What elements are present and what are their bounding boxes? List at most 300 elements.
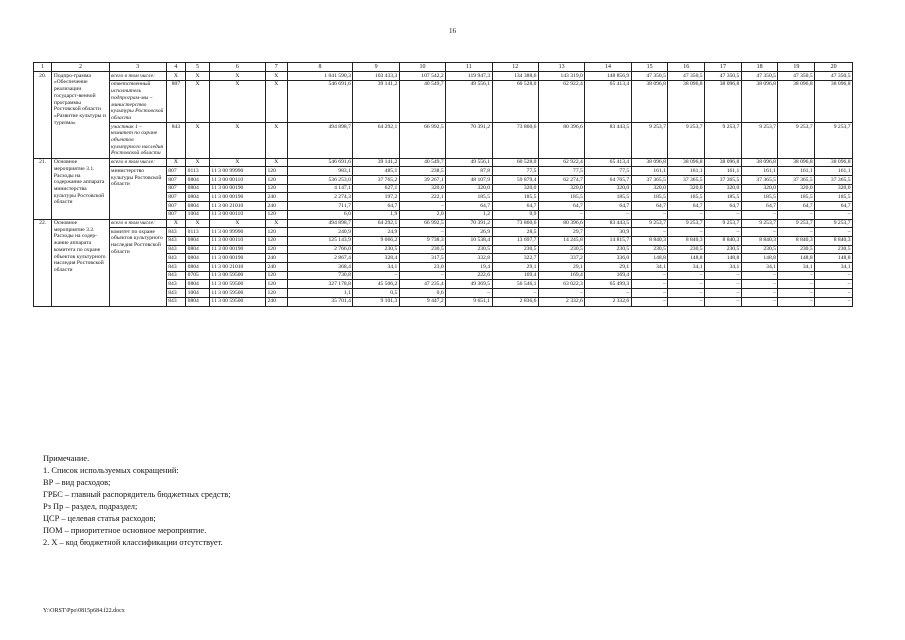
- amount-cell: 230,5: [741, 245, 778, 254]
- amount-cell: –: [778, 289, 815, 298]
- column-number: 12: [492, 63, 538, 72]
- amount-cell: 0,5: [353, 289, 399, 298]
- amount-cell: 368,4: [287, 263, 353, 272]
- grbs-cell: 843: [166, 263, 185, 272]
- csr-cell: 11 3 00 59500: [209, 271, 265, 280]
- csr-cell: 11 3 00 00110: [209, 176, 265, 185]
- amount-cell: –: [705, 271, 742, 280]
- amount-cell: 2 332,6: [585, 297, 631, 306]
- amount-cell: 9 253,7: [668, 219, 705, 228]
- amount-cell: –: [778, 280, 815, 289]
- row-number: 21.: [34, 158, 52, 219]
- amount-cell: 240,9: [287, 228, 353, 237]
- note-line: ЦСР – целевая статья расходов;: [43, 514, 156, 523]
- amount-cell: 64,7: [446, 202, 492, 211]
- amount-cell: 38 096,8: [741, 80, 778, 122]
- amount-cell: 185,5: [492, 193, 538, 202]
- amount-cell: 148 856,9: [585, 72, 631, 81]
- grbs-cell: 843: [166, 254, 185, 263]
- amount-cell: 320,0: [741, 184, 778, 193]
- amount-cell: 185,5: [741, 193, 778, 202]
- amount-cell: 161,1: [631, 167, 668, 176]
- amount-cell: –: [399, 228, 445, 237]
- grbs-cell: 843: [166, 271, 185, 280]
- amount-cell: 0,9: [492, 210, 538, 219]
- amount-cell: 60 528,0: [492, 158, 538, 167]
- amount-cell: 64,7: [815, 202, 853, 211]
- grbs-cell: 807: [166, 210, 185, 219]
- amount-cell: 148,8: [631, 254, 668, 263]
- column-number: 11: [446, 63, 492, 72]
- amount-cell: –: [815, 297, 853, 306]
- amount-cell: 320,0: [778, 184, 815, 193]
- grbs-cell: 807: [166, 184, 185, 193]
- note-line: ПОМ – приоритетное основное мероприятие.: [43, 526, 207, 535]
- vr-cell: 240: [265, 254, 287, 263]
- amount-cell: 320,0: [631, 184, 668, 193]
- amount-cell: 39 141,2: [353, 80, 399, 122]
- column-number: 8: [287, 63, 353, 72]
- column-number: 17: [705, 63, 742, 72]
- amount-cell: 19,4: [446, 263, 492, 272]
- amount-cell: 34,1: [668, 263, 705, 272]
- amount-cell: –: [585, 289, 631, 298]
- amount-cell: 222,1: [399, 193, 445, 202]
- amount-cell: 546 691,6: [287, 80, 353, 122]
- executor-cell: всего в том числе:: [109, 158, 166, 167]
- amount-cell: –: [815, 271, 853, 280]
- amount-cell: 64,7: [741, 202, 778, 211]
- column-number: 1: [34, 63, 52, 72]
- executor-cell: министерство культуры Ростовской области: [109, 167, 166, 219]
- amount-cell: 169,4: [538, 271, 584, 280]
- amount-cell: 14 815,7: [585, 236, 631, 245]
- amount-cell: 320,0: [538, 184, 584, 193]
- amount-cell: 63 022,3: [538, 280, 584, 289]
- amount-cell: 29,7: [538, 228, 584, 237]
- amount-cell: 62 922,4: [538, 158, 584, 167]
- rzpr-cell: 0804: [186, 184, 210, 193]
- amount-cell: 49 369,5: [446, 280, 492, 289]
- amount-cell: 38 096,8: [668, 158, 705, 167]
- amount-cell: 238,5: [399, 167, 445, 176]
- csr-cell: 11 3 00 00190: [209, 245, 265, 254]
- amount-cell: 65 499,3: [585, 280, 631, 289]
- grbs-cell: 843: [166, 123, 185, 159]
- note-line: ВР – вид расходов;: [43, 478, 111, 487]
- amount-cell: 49 556,1: [446, 158, 492, 167]
- amount-cell: 485,1: [353, 167, 399, 176]
- amount-cell: 9 253,7: [815, 123, 853, 159]
- amount-cell: –: [815, 210, 853, 219]
- amount-cell: 320,0: [399, 184, 445, 193]
- amount-cell: 185,5: [705, 193, 742, 202]
- amount-cell: 47 350,5: [741, 72, 778, 81]
- amount-cell: 546 691,6: [287, 158, 353, 167]
- amount-cell: 77,5: [585, 167, 631, 176]
- amount-cell: 2,0: [399, 210, 445, 219]
- amount-cell: –: [705, 228, 742, 237]
- amount-cell: 8 840,3: [705, 236, 742, 245]
- vr-cell: X: [265, 72, 287, 81]
- table-row: [34, 123, 853, 159]
- amount-cell: 9 738,3: [399, 236, 445, 245]
- csr-cell: 11 3 00 00190: [209, 254, 265, 263]
- amount-cell: 80 396,6: [538, 123, 584, 159]
- amount-cell: 230,5: [585, 245, 631, 254]
- amount-cell: 29,1: [492, 263, 538, 272]
- csr-cell: X: [209, 158, 265, 167]
- amount-cell: 37 765,2: [353, 176, 399, 185]
- amount-cell: 37 365,5: [815, 176, 853, 185]
- amount-cell: 8 840,3: [778, 236, 815, 245]
- amount-cell: –: [668, 210, 705, 219]
- amount-cell: 66 992,5: [399, 123, 445, 159]
- amount-cell: –: [815, 289, 853, 298]
- amount-cell: 38 096,8: [778, 80, 815, 122]
- executor-cell: ответственный исполнитель подпрограм-мы – министерство культуры Ростовской области: [109, 80, 166, 122]
- executor-cell: всего в том числе:: [109, 72, 166, 81]
- amount-cell: –: [631, 297, 668, 306]
- amount-cell: 47 350,5: [631, 72, 668, 81]
- amount-cell: 169,4: [585, 271, 631, 280]
- amount-cell: 14 245,8: [538, 236, 584, 245]
- table-row: [34, 219, 853, 228]
- amount-cell: 26,9: [446, 228, 492, 237]
- amount-cell: 320,0: [815, 184, 853, 193]
- amount-cell: 9 253,7: [705, 219, 742, 228]
- amount-cell: 38 096,8: [815, 158, 853, 167]
- rzpr-cell: 1004: [186, 210, 210, 219]
- amount-cell: 34,1: [778, 263, 815, 272]
- amount-cell: 40 549,7: [399, 158, 445, 167]
- table-row: [34, 167, 853, 176]
- amount-cell: 47 350,5: [778, 72, 815, 81]
- amount-cell: –: [353, 271, 399, 280]
- amount-cell: –: [741, 289, 778, 298]
- amount-cell: 47 350,5: [705, 72, 742, 81]
- rzpr-cell: X: [186, 72, 210, 81]
- amount-cell: 230,5: [631, 245, 668, 254]
- grbs-cell: 807: [166, 176, 185, 185]
- csr-cell: 11 3 00 59500: [209, 280, 265, 289]
- csr-cell: 11 3 00 21010: [209, 263, 265, 272]
- amount-cell: 730,8: [287, 271, 353, 280]
- amount-cell: 37 365,5: [631, 176, 668, 185]
- vr-cell: 240: [265, 297, 287, 306]
- amount-cell: 222,6: [446, 271, 492, 280]
- amount-cell: –: [778, 271, 815, 280]
- rzpr-cell: 0804: [186, 202, 210, 211]
- amount-cell: 185,5: [585, 193, 631, 202]
- notes-heading: Примечание.: [43, 454, 90, 463]
- amount-cell: –: [668, 228, 705, 237]
- amount-cell: –: [538, 289, 584, 298]
- amount-cell: 34,1: [815, 263, 853, 272]
- program-name: Основное мероприятие 3.1. Расходы на содержание аппарата министерства культуры Ростовской области: [52, 158, 109, 219]
- amount-cell: 29,1: [538, 263, 584, 272]
- amount-cell: 8 840,3: [631, 236, 668, 245]
- amount-cell: 161,1: [705, 167, 742, 176]
- column-number: 6: [209, 63, 265, 72]
- grbs-cell: 843: [166, 297, 185, 306]
- amount-cell: 40 549,7: [399, 80, 445, 122]
- amount-cell: 185,5: [668, 193, 705, 202]
- amount-cell: 6,0: [287, 210, 353, 219]
- amount-cell: –: [492, 289, 538, 298]
- amount-cell: –: [741, 271, 778, 280]
- grbs-cell: 807: [166, 193, 185, 202]
- amount-cell: 9 253,7: [631, 219, 668, 228]
- amount-cell: 28,5: [492, 228, 538, 237]
- amount-cell: 35 701,4: [287, 297, 353, 306]
- amount-cell: 9 651,1: [446, 297, 492, 306]
- amount-cell: 47 350,5: [668, 72, 705, 81]
- amount-cell: 38 096,8: [705, 80, 742, 122]
- amount-cell: 83 443,5: [585, 123, 631, 159]
- amount-cell: 87,8: [446, 167, 492, 176]
- amount-cell: 320,0: [492, 184, 538, 193]
- amount-cell: 73 860,6: [492, 219, 538, 228]
- amount-cell: 1,9: [353, 210, 399, 219]
- amount-cell: 230,5: [538, 245, 584, 254]
- rzpr-cell: 0804: [186, 245, 210, 254]
- vr-cell: 120: [265, 167, 287, 176]
- amount-cell: –: [631, 289, 668, 298]
- vr-cell: X: [265, 80, 287, 122]
- amount-cell: 37 365,5: [741, 176, 778, 185]
- amount-cell: 125 143,9: [287, 236, 353, 245]
- rzpr-cell: X: [186, 158, 210, 167]
- csr-cell: X: [209, 123, 265, 159]
- amount-cell: 38 096,8: [668, 80, 705, 122]
- amount-cell: 62 274,7: [538, 176, 584, 185]
- grbs-cell: 843: [166, 280, 185, 289]
- amount-cell: –: [399, 271, 445, 280]
- rzpr-cell: 0705: [186, 271, 210, 280]
- column-number: 13: [538, 63, 584, 72]
- amount-cell: 185,5: [446, 193, 492, 202]
- amount-cell: 47 235,4: [399, 280, 445, 289]
- amount-cell: 119 947,3: [446, 72, 492, 81]
- amount-cell: –: [668, 297, 705, 306]
- amount-cell: 327 178,8: [287, 280, 353, 289]
- vr-cell: 120: [265, 289, 287, 298]
- amount-cell: –: [631, 210, 668, 219]
- amount-cell: –: [815, 228, 853, 237]
- rzpr-cell: X: [186, 123, 210, 159]
- vr-cell: X: [265, 219, 287, 228]
- amount-cell: 320,0: [668, 184, 705, 193]
- column-number: 19: [778, 63, 815, 72]
- amount-cell: 9 253,7: [741, 219, 778, 228]
- note-line: 2. X – код бюджетной классификации отсутствует.: [43, 538, 223, 547]
- amount-cell: 148,8: [778, 254, 815, 263]
- amount-cell: 64 292,1: [353, 123, 399, 159]
- grbs-cell: 843: [166, 289, 185, 298]
- amount-cell: 24,9: [353, 228, 399, 237]
- amount-cell: 64,7: [668, 202, 705, 211]
- amount-cell: 70 391,2: [446, 123, 492, 159]
- amount-cell: 49 556,1: [446, 80, 492, 122]
- grbs-cell: 843: [166, 245, 185, 254]
- amount-cell: 2 274,3: [287, 193, 353, 202]
- amount-cell: 34,1: [353, 263, 399, 272]
- amount-cell: 161,1: [815, 167, 853, 176]
- amount-cell: 38 096,8: [778, 158, 815, 167]
- amount-cell: 8 840,3: [741, 236, 778, 245]
- amount-cell: 38 096,8: [741, 158, 778, 167]
- executor-cell: всего в том числе:: [109, 219, 166, 228]
- amount-cell: 494 898,7: [287, 219, 353, 228]
- csr-cell: 11 3 00 21010: [209, 202, 265, 211]
- column-number: 3: [109, 63, 166, 72]
- notes: [43, 453, 231, 549]
- amount-cell: 9 253,7: [778, 219, 815, 228]
- column-number: 15: [631, 63, 668, 72]
- amount-cell: –: [705, 280, 742, 289]
- vr-cell: 240: [265, 263, 287, 272]
- amount-cell: –: [741, 297, 778, 306]
- grbs-cell: X: [166, 158, 185, 167]
- amount-cell: 34,1: [741, 263, 778, 272]
- page-number: 16: [449, 27, 456, 35]
- column-number: 10: [399, 63, 445, 72]
- amount-cell: 230,5: [705, 245, 742, 254]
- amount-cell: 0,6: [399, 289, 445, 298]
- amount-cell: 29,1: [585, 263, 631, 272]
- amount-cell: –: [538, 210, 584, 219]
- amount-cell: 148,8: [705, 254, 742, 263]
- csr-cell: 11 3 00 99990: [209, 167, 265, 176]
- row-number: 22.: [34, 219, 52, 306]
- amount-cell: 9 253,7: [631, 123, 668, 159]
- rzpr-cell: 0113: [186, 228, 210, 237]
- amount-cell: 161,1: [778, 167, 815, 176]
- amount-cell: 230,5: [668, 245, 705, 254]
- amount-cell: 23,0: [399, 263, 445, 272]
- vr-cell: 120: [265, 280, 287, 289]
- note-line: ГРБС – главный распорядитель бюджетных средств;: [43, 490, 231, 499]
- amount-cell: –: [446, 289, 492, 298]
- amount-cell: 185,5: [815, 193, 853, 202]
- rzpr-cell: 0804: [186, 193, 210, 202]
- amount-cell: 983,1: [287, 167, 353, 176]
- amount-cell: 185,5: [631, 193, 668, 202]
- amount-cell: 30,9: [585, 228, 631, 237]
- amount-cell: 45 506,2: [353, 280, 399, 289]
- amount-cell: –: [585, 210, 631, 219]
- amount-cell: 1 041 590,3: [287, 72, 353, 81]
- csr-cell: 11 3 00 99990: [209, 228, 265, 237]
- grbs-cell: 843: [166, 236, 185, 245]
- rzpr-cell: 0804: [186, 176, 210, 185]
- rzpr-cell: 1004: [186, 289, 210, 298]
- amount-cell: 2 332,6: [538, 297, 584, 306]
- amount-cell: –: [778, 297, 815, 306]
- amount-cell: 64,7: [538, 202, 584, 211]
- csr-cell: 11 3 00 00190: [209, 193, 265, 202]
- amount-cell: 185,5: [778, 193, 815, 202]
- csr-cell: X: [209, 219, 265, 228]
- amount-cell: –: [705, 297, 742, 306]
- amount-cell: 2 766,0: [287, 245, 353, 254]
- amount-cell: 9 253,7: [778, 123, 815, 159]
- vr-cell: 120: [265, 184, 287, 193]
- footer-file-path: Y:\ORST\Ppo\0815p684.f22.docx: [43, 608, 125, 614]
- note-line: Рз Пр – раздел, подраздел;: [43, 502, 138, 511]
- amount-cell: 37 365,5: [705, 176, 742, 185]
- amount-cell: 627,1: [353, 184, 399, 193]
- amount-cell: 38 096,8: [705, 158, 742, 167]
- amount-cell: 64 765,7: [585, 176, 631, 185]
- amount-cell: 148,8: [815, 254, 853, 263]
- table-row: [34, 72, 853, 81]
- csr-cell: X: [209, 80, 265, 122]
- amount-cell: 56 546,1: [492, 280, 538, 289]
- executor-cell: участник 1 – комитет по охране объектов культурного наследия Ростовской области: [109, 123, 166, 159]
- amount-cell: 38 096,8: [631, 158, 668, 167]
- amount-cell: 148,8: [741, 254, 778, 263]
- amount-cell: 64,7: [353, 202, 399, 211]
- amount-cell: –: [631, 271, 668, 280]
- rzpr-cell: 0804: [186, 297, 210, 306]
- csr-cell: 11 3 00 00190: [209, 184, 265, 193]
- grbs-cell: 843: [166, 228, 185, 237]
- amount-cell: 65 413,4: [585, 80, 631, 122]
- amount-cell: –: [668, 271, 705, 280]
- vr-cell: 120: [265, 228, 287, 237]
- vr-cell: X: [265, 158, 287, 167]
- executor-cell: комитет по охране объектов культурного наследия Ростовской области: [109, 228, 166, 306]
- amount-cell: –: [815, 280, 853, 289]
- amount-cell: 148,8: [668, 254, 705, 263]
- amount-cell: 77,5: [538, 167, 584, 176]
- amount-cell: 83 443,5: [585, 219, 631, 228]
- amount-cell: 48 107,9: [446, 176, 492, 185]
- csr-cell: 11 3 00 00110: [209, 236, 265, 245]
- amount-cell: 70 391,2: [446, 219, 492, 228]
- amount-cell: 64,7: [705, 202, 742, 211]
- amount-cell: 8 840,3: [668, 236, 705, 245]
- vr-cell: 240: [265, 193, 287, 202]
- amount-cell: 185,5: [538, 193, 584, 202]
- vr-cell: 120: [265, 236, 287, 245]
- amount-cell: –: [705, 289, 742, 298]
- grbs-cell: X: [166, 219, 185, 228]
- program-name: Подпро-грамма «Обеспечение реализации государст-венной программы Ростовской области «Развитие культуры и туризма»: [52, 72, 109, 158]
- rzpr-cell: 0804: [186, 254, 210, 263]
- amount-cell: 230,5: [815, 245, 853, 254]
- amount-cell: 64,7: [585, 202, 631, 211]
- table-row: [34, 228, 853, 237]
- column-number: 20: [815, 63, 853, 72]
- amount-cell: 4 147,1: [287, 184, 353, 193]
- amount-cell: 62 922,4: [538, 80, 584, 122]
- column-number: 5: [186, 63, 210, 72]
- amount-cell: 9 253,7: [668, 123, 705, 159]
- amount-cell: –: [778, 228, 815, 237]
- csr-cell: 11 3 00 59500: [209, 297, 265, 306]
- column-number: 2: [52, 63, 109, 72]
- amount-cell: 59 879,4: [492, 176, 538, 185]
- vr-cell: 120: [265, 210, 287, 219]
- amount-cell: 320,0: [705, 184, 742, 193]
- amount-cell: –: [668, 289, 705, 298]
- column-number-row: [34, 63, 853, 72]
- column-number: 9: [353, 63, 399, 72]
- amount-cell: 34,1: [705, 263, 742, 272]
